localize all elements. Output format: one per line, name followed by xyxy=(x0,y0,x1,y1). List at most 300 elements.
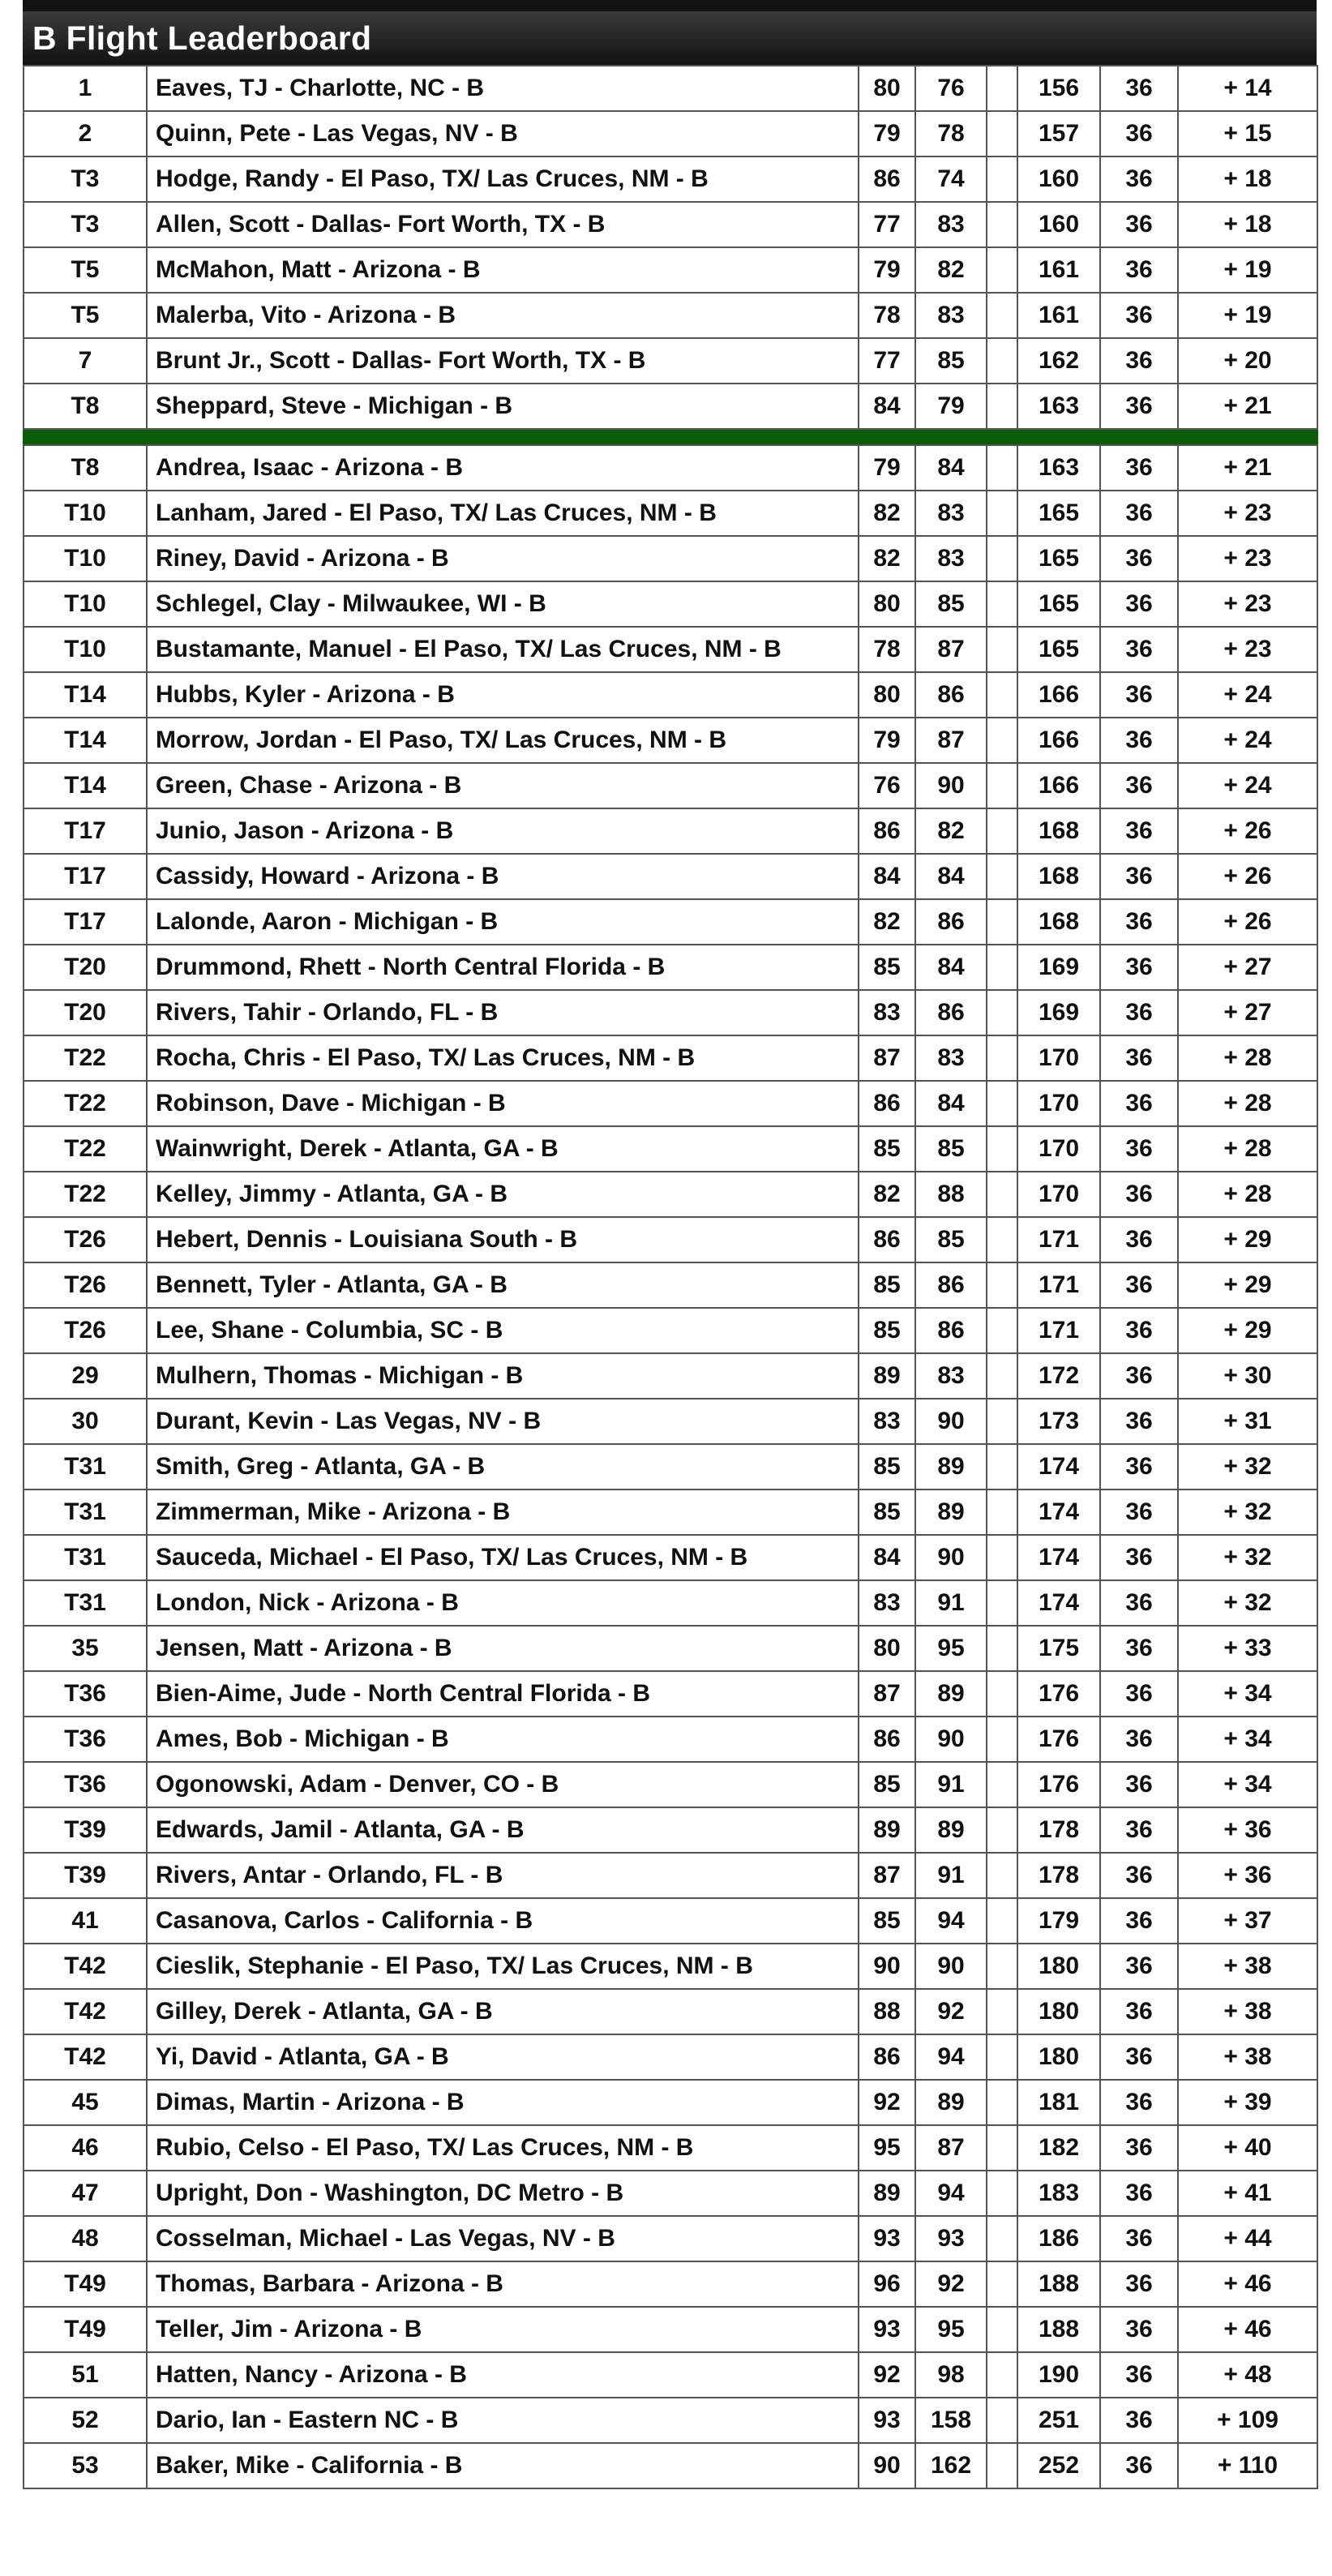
round2-cell: 74 xyxy=(915,156,987,202)
position-cell: T31 xyxy=(24,1444,147,1489)
round2-cell: 87 xyxy=(915,627,987,672)
table-row xyxy=(24,945,1317,990)
player-name-cell: Andrea, Isaac - Arizona - B xyxy=(147,445,859,491)
spacer-cell xyxy=(987,2171,1017,2216)
total-cell: 168 xyxy=(1017,899,1100,945)
round2-cell: 88 xyxy=(915,1172,987,1217)
position-cell: 48 xyxy=(24,2216,147,2261)
round2-cell: 89 xyxy=(915,1671,987,1717)
table-row xyxy=(24,899,1317,945)
round1-cell: 78 xyxy=(859,293,915,338)
score-to-par-cell: + 19 xyxy=(1178,247,1317,293)
player-name-cell: Quinn, Pete - Las Vegas, NV - B xyxy=(147,111,859,156)
position-cell: T10 xyxy=(24,627,147,672)
round1-cell: 85 xyxy=(859,1444,915,1489)
round2-cell: 84 xyxy=(915,945,987,990)
spacer-cell xyxy=(987,1671,1017,1717)
score-to-par-cell: + 38 xyxy=(1178,1989,1317,2034)
total-cell: 178 xyxy=(1017,1853,1100,1898)
par-cell: 36 xyxy=(1100,1262,1178,1308)
spacer-cell xyxy=(987,1399,1017,1444)
table-row xyxy=(24,1671,1317,1717)
round2-cell: 93 xyxy=(915,2216,987,2261)
par-cell: 36 xyxy=(1100,1807,1178,1853)
table-row xyxy=(24,1262,1317,1308)
player-name-cell: Cassidy, Howard - Arizona - B xyxy=(147,854,859,899)
total-cell: 166 xyxy=(1017,763,1100,808)
total-cell: 169 xyxy=(1017,990,1100,1035)
score-to-par-cell: + 23 xyxy=(1178,581,1317,627)
table-row xyxy=(24,1944,1317,1989)
position-cell: T26 xyxy=(24,1262,147,1308)
spacer-cell xyxy=(987,384,1017,429)
player-name-cell: Gilley, Derek - Atlanta, GA - B xyxy=(147,1989,859,2034)
round2-cell: 94 xyxy=(915,1898,987,1944)
round1-cell: 85 xyxy=(859,945,915,990)
par-cell: 36 xyxy=(1100,581,1178,627)
spacer-cell xyxy=(987,338,1017,384)
spacer-cell xyxy=(987,111,1017,156)
position-cell: 2 xyxy=(24,111,147,156)
position-cell: T22 xyxy=(24,1035,147,1081)
position-cell: T36 xyxy=(24,1717,147,1762)
score-to-par-cell: + 19 xyxy=(1178,293,1317,338)
round1-cell: 86 xyxy=(859,2034,915,2080)
position-cell: T20 xyxy=(24,990,147,1035)
score-to-par-cell: + 14 xyxy=(1178,66,1317,111)
table-row xyxy=(24,1580,1317,1626)
player-name-cell: Allen, Scott - Dallas- Fort Worth, TX - B xyxy=(147,202,859,247)
round1-cell: 83 xyxy=(859,1580,915,1626)
par-cell: 36 xyxy=(1100,1626,1178,1671)
par-cell: 36 xyxy=(1100,1444,1178,1489)
par-cell: 36 xyxy=(1100,1035,1178,1081)
position-cell: T49 xyxy=(24,2307,147,2352)
round1-cell: 83 xyxy=(859,1399,915,1444)
position-cell: T42 xyxy=(24,2034,147,2080)
table-row xyxy=(24,627,1317,672)
position-cell: T31 xyxy=(24,1535,147,1580)
spacer-cell xyxy=(987,293,1017,338)
table-row xyxy=(24,990,1317,1035)
score-to-par-cell: + 26 xyxy=(1178,808,1317,854)
spacer-cell xyxy=(987,1262,1017,1308)
par-cell: 36 xyxy=(1100,2216,1178,2261)
player-name-cell: Bennett, Tyler - Atlanta, GA - B xyxy=(147,1262,859,1308)
table-row xyxy=(24,2216,1317,2261)
par-cell: 36 xyxy=(1100,1853,1178,1898)
par-cell: 36 xyxy=(1100,536,1178,581)
round1-cell: 93 xyxy=(859,2398,915,2443)
round2-cell: 82 xyxy=(915,247,987,293)
table-row xyxy=(24,66,1317,111)
total-cell: 166 xyxy=(1017,672,1100,718)
table-row xyxy=(24,1489,1317,1535)
total-cell: 168 xyxy=(1017,808,1100,854)
round1-cell: 90 xyxy=(859,1944,915,1989)
player-name-cell: Lanham, Jared - El Paso, TX/ Las Cruces, NM - B xyxy=(147,491,859,536)
spacer-cell xyxy=(987,1626,1017,1671)
player-name-cell: Sheppard, Steve - Michigan - B xyxy=(147,384,859,429)
position-cell: T31 xyxy=(24,1580,147,1626)
position-cell: T17 xyxy=(24,808,147,854)
player-name-cell: Eaves, TJ - Charlotte, NC - B xyxy=(147,66,859,111)
par-cell: 36 xyxy=(1100,2171,1178,2216)
total-cell: 165 xyxy=(1017,581,1100,627)
par-cell: 36 xyxy=(1100,156,1178,202)
total-cell: 165 xyxy=(1017,536,1100,581)
score-to-par-cell: + 18 xyxy=(1178,202,1317,247)
spacer-cell xyxy=(987,990,1017,1035)
spacer-cell xyxy=(987,1444,1017,1489)
spacer-cell xyxy=(987,536,1017,581)
table-row xyxy=(24,672,1317,718)
position-cell: T22 xyxy=(24,1172,147,1217)
par-cell: 36 xyxy=(1100,1489,1178,1535)
player-name-cell: Hatten, Nancy - Arizona - B xyxy=(147,2352,859,2398)
table-row xyxy=(24,854,1317,899)
round1-cell: 89 xyxy=(859,1807,915,1853)
par-cell: 36 xyxy=(1100,672,1178,718)
spacer-cell xyxy=(987,2352,1017,2398)
table-row xyxy=(24,1626,1317,1671)
cut-line-divider xyxy=(24,429,1317,445)
total-cell: 174 xyxy=(1017,1444,1100,1489)
player-name-cell: Brunt Jr., Scott - Dallas- Fort Worth, TX - B xyxy=(147,338,859,384)
position-cell: T10 xyxy=(24,536,147,581)
round1-cell: 86 xyxy=(859,1217,915,1262)
player-name-cell: Wainwright, Derek - Atlanta, GA - B xyxy=(147,1126,859,1172)
round2-cell: 92 xyxy=(915,2261,987,2307)
par-cell: 36 xyxy=(1100,718,1178,763)
table-row xyxy=(24,491,1317,536)
par-cell: 36 xyxy=(1100,1944,1178,1989)
round1-cell: 82 xyxy=(859,536,915,581)
position-cell: 45 xyxy=(24,2080,147,2125)
player-name-cell: Upright, Don - Washington, DC Metro - B xyxy=(147,2171,859,2216)
top-strip xyxy=(23,0,1317,11)
table-row xyxy=(24,156,1317,202)
total-cell: 165 xyxy=(1017,491,1100,536)
table-row xyxy=(24,2443,1317,2488)
round2-cell: 87 xyxy=(915,2125,987,2171)
position-cell: 1 xyxy=(24,66,147,111)
round1-cell: 93 xyxy=(859,2216,915,2261)
round2-cell: 86 xyxy=(915,899,987,945)
score-to-par-cell: + 23 xyxy=(1178,627,1317,672)
player-name-cell: Jensen, Matt - Arizona - B xyxy=(147,1626,859,1671)
position-cell: T42 xyxy=(24,1944,147,1989)
score-to-par-cell: + 29 xyxy=(1178,1217,1317,1262)
table-row xyxy=(24,581,1317,627)
round1-cell: 92 xyxy=(859,2080,915,2125)
position-cell: 53 xyxy=(24,2443,147,2488)
par-cell: 36 xyxy=(1100,2261,1178,2307)
table-row xyxy=(24,1535,1317,1580)
par-cell: 36 xyxy=(1100,945,1178,990)
round2-cell: 86 xyxy=(915,1262,987,1308)
spacer-cell xyxy=(987,1172,1017,1217)
total-cell: 182 xyxy=(1017,2125,1100,2171)
total-cell: 181 xyxy=(1017,2080,1100,2125)
player-name-cell: Yi, David - Atlanta, GA - B xyxy=(147,2034,859,2080)
score-to-par-cell: + 32 xyxy=(1178,1535,1317,1580)
round2-cell: 83 xyxy=(915,491,987,536)
round2-cell: 83 xyxy=(915,293,987,338)
par-cell: 36 xyxy=(1100,1081,1178,1126)
par-cell: 36 xyxy=(1100,2034,1178,2080)
round1-cell: 92 xyxy=(859,2352,915,2398)
spacer-cell xyxy=(987,2080,1017,2125)
par-cell: 36 xyxy=(1100,1353,1178,1399)
round2-cell: 78 xyxy=(915,111,987,156)
round1-cell: 79 xyxy=(859,445,915,491)
round1-cell: 96 xyxy=(859,2261,915,2307)
round2-cell: 162 xyxy=(915,2443,987,2488)
spacer-cell xyxy=(987,945,1017,990)
score-to-par-cell: + 110 xyxy=(1178,2443,1317,2488)
table-row xyxy=(24,763,1317,808)
round1-cell: 87 xyxy=(859,1035,915,1081)
score-to-par-cell: + 39 xyxy=(1178,2080,1317,2125)
round1-cell: 85 xyxy=(859,1898,915,1944)
round1-cell: 85 xyxy=(859,1762,915,1807)
player-name-cell: Edwards, Jamil - Atlanta, GA - B xyxy=(147,1807,859,1853)
total-cell: 188 xyxy=(1017,2307,1100,2352)
total-cell: 165 xyxy=(1017,627,1100,672)
par-cell: 36 xyxy=(1100,899,1178,945)
par-cell: 36 xyxy=(1100,763,1178,808)
par-cell: 36 xyxy=(1100,491,1178,536)
position-cell: T20 xyxy=(24,945,147,990)
spacer-cell xyxy=(987,1762,1017,1807)
total-cell: 161 xyxy=(1017,247,1100,293)
round2-cell: 79 xyxy=(915,384,987,429)
score-to-par-cell: + 34 xyxy=(1178,1671,1317,1717)
cut-line-bar xyxy=(24,429,1317,445)
round1-cell: 82 xyxy=(859,491,915,536)
position-cell: 29 xyxy=(24,1353,147,1399)
spacer-cell xyxy=(987,1035,1017,1081)
round2-cell: 90 xyxy=(915,1535,987,1580)
total-cell: 170 xyxy=(1017,1172,1100,1217)
par-cell: 36 xyxy=(1100,111,1178,156)
spacer-cell xyxy=(987,2443,1017,2488)
spacer-cell xyxy=(987,1535,1017,1580)
player-name-cell: Mulhern, Thomas - Michigan - B xyxy=(147,1353,859,1399)
table-row xyxy=(24,1444,1317,1489)
round1-cell: 77 xyxy=(859,338,915,384)
spacer-cell xyxy=(987,1944,1017,1989)
spacer-cell xyxy=(987,1489,1017,1535)
total-cell: 251 xyxy=(1017,2398,1100,2443)
score-to-par-cell: + 36 xyxy=(1178,1853,1317,1898)
player-name-cell: Malerba, Vito - Arizona - B xyxy=(147,293,859,338)
score-to-par-cell: + 27 xyxy=(1178,945,1317,990)
score-to-par-cell: + 38 xyxy=(1178,2034,1317,2080)
score-to-par-cell: + 31 xyxy=(1178,1399,1317,1444)
round1-cell: 80 xyxy=(859,66,915,111)
round1-cell: 80 xyxy=(859,1626,915,1671)
round1-cell: 86 xyxy=(859,1717,915,1762)
table-row xyxy=(24,1308,1317,1353)
round2-cell: 84 xyxy=(915,1081,987,1126)
round2-cell: 89 xyxy=(915,1807,987,1853)
table-row xyxy=(24,202,1317,247)
par-cell: 36 xyxy=(1100,2443,1178,2488)
player-name-cell: Lalonde, Aaron - Michigan - B xyxy=(147,899,859,945)
total-cell: 168 xyxy=(1017,854,1100,899)
score-to-par-cell: + 33 xyxy=(1178,1626,1317,1671)
total-cell: 178 xyxy=(1017,1807,1100,1853)
position-cell: T39 xyxy=(24,1807,147,1853)
score-to-par-cell: + 24 xyxy=(1178,763,1317,808)
total-cell: 172 xyxy=(1017,1353,1100,1399)
par-cell: 36 xyxy=(1100,2080,1178,2125)
round1-cell: 85 xyxy=(859,1489,915,1535)
table-row xyxy=(24,2034,1317,2080)
round2-cell: 83 xyxy=(915,202,987,247)
player-name-cell: Bien-Aime, Jude - North Central Florida - B xyxy=(147,1671,859,1717)
score-to-par-cell: + 32 xyxy=(1178,1580,1317,1626)
total-cell: 160 xyxy=(1017,156,1100,202)
spacer-cell xyxy=(987,581,1017,627)
position-cell: 41 xyxy=(24,1898,147,1944)
player-name-cell: Robinson, Dave - Michigan - B xyxy=(147,1081,859,1126)
score-to-par-cell: + 29 xyxy=(1178,1308,1317,1353)
score-to-par-cell: + 24 xyxy=(1178,718,1317,763)
round1-cell: 86 xyxy=(859,808,915,854)
position-cell: T5 xyxy=(24,247,147,293)
position-cell: T49 xyxy=(24,2261,147,2307)
par-cell: 36 xyxy=(1100,2352,1178,2398)
round1-cell: 80 xyxy=(859,672,915,718)
position-cell: 52 xyxy=(24,2398,147,2443)
player-name-cell: Casanova, Carlos - California - B xyxy=(147,1898,859,1944)
player-name-cell: Hodge, Randy - El Paso, TX/ Las Cruces, NM - B xyxy=(147,156,859,202)
table-row xyxy=(24,1126,1317,1172)
total-cell: 175 xyxy=(1017,1626,1100,1671)
round1-cell: 76 xyxy=(859,763,915,808)
round2-cell: 89 xyxy=(915,1489,987,1535)
round2-cell: 85 xyxy=(915,338,987,384)
par-cell: 36 xyxy=(1100,384,1178,429)
round1-cell: 85 xyxy=(859,1308,915,1353)
score-to-par-cell: + 28 xyxy=(1178,1081,1317,1126)
player-name-cell: Dimas, Martin - Arizona - B xyxy=(147,2080,859,2125)
player-name-cell: Smith, Greg - Atlanta, GA - B xyxy=(147,1444,859,1489)
round2-cell: 90 xyxy=(915,763,987,808)
position-cell: T22 xyxy=(24,1126,147,1172)
score-to-par-cell: + 32 xyxy=(1178,1489,1317,1535)
round1-cell: 85 xyxy=(859,1262,915,1308)
position-cell: T26 xyxy=(24,1217,147,1262)
round2-cell: 89 xyxy=(915,1444,987,1489)
par-cell: 36 xyxy=(1100,1126,1178,1172)
spacer-cell xyxy=(987,2034,1017,2080)
table-row xyxy=(24,1853,1317,1898)
round1-cell: 78 xyxy=(859,627,915,672)
total-cell: 176 xyxy=(1017,1717,1100,1762)
total-cell: 170 xyxy=(1017,1035,1100,1081)
position-cell: T14 xyxy=(24,763,147,808)
par-cell: 36 xyxy=(1100,1898,1178,1944)
position-cell: 51 xyxy=(24,2352,147,2398)
total-cell: 180 xyxy=(1017,1944,1100,1989)
par-cell: 36 xyxy=(1100,1535,1178,1580)
par-cell: 36 xyxy=(1100,854,1178,899)
par-cell: 36 xyxy=(1100,2307,1178,2352)
round1-cell: 95 xyxy=(859,2125,915,2171)
total-cell: 170 xyxy=(1017,1081,1100,1126)
round2-cell: 82 xyxy=(915,808,987,854)
table-row xyxy=(24,718,1317,763)
total-cell: 190 xyxy=(1017,2352,1100,2398)
round2-cell: 86 xyxy=(915,672,987,718)
total-cell: 157 xyxy=(1017,111,1100,156)
round1-cell: 90 xyxy=(859,2443,915,2488)
table-row xyxy=(24,2398,1317,2443)
position-cell: T10 xyxy=(24,581,147,627)
score-to-par-cell: + 109 xyxy=(1178,2398,1317,2443)
round2-cell: 90 xyxy=(915,1717,987,1762)
table-row xyxy=(24,1035,1317,1081)
par-cell: 36 xyxy=(1100,1399,1178,1444)
player-name-cell: Dario, Ian - Eastern NC - B xyxy=(147,2398,859,2443)
position-cell: T36 xyxy=(24,1762,147,1807)
round2-cell: 84 xyxy=(915,445,987,491)
round2-cell: 98 xyxy=(915,2352,987,2398)
total-cell: 171 xyxy=(1017,1262,1100,1308)
player-name-cell: Junio, Jason - Arizona - B xyxy=(147,808,859,854)
round2-cell: 90 xyxy=(915,1399,987,1444)
round2-cell: 87 xyxy=(915,718,987,763)
round1-cell: 79 xyxy=(859,247,915,293)
player-name-cell: Drummond, Rhett - North Central Florida - B xyxy=(147,945,859,990)
table-row xyxy=(24,1172,1317,1217)
leaderboard-title: B Flight Leaderboard xyxy=(23,11,1317,65)
table-row xyxy=(24,2125,1317,2171)
spacer-cell xyxy=(987,1580,1017,1626)
par-cell: 36 xyxy=(1100,338,1178,384)
par-cell: 36 xyxy=(1100,990,1178,1035)
par-cell: 36 xyxy=(1100,1580,1178,1626)
round2-cell: 86 xyxy=(915,1308,987,1353)
round1-cell: 87 xyxy=(859,1671,915,1717)
score-to-par-cell: + 46 xyxy=(1178,2261,1317,2307)
player-name-cell: Rocha, Chris - El Paso, TX/ Las Cruces, NM - B xyxy=(147,1035,859,1081)
spacer-cell xyxy=(987,1081,1017,1126)
player-name-cell: Cosselman, Michael - Las Vegas, NV - B xyxy=(147,2216,859,2261)
par-cell: 36 xyxy=(1100,627,1178,672)
position-cell: 35 xyxy=(24,1626,147,1671)
round2-cell: 84 xyxy=(915,854,987,899)
round2-cell: 91 xyxy=(915,1762,987,1807)
score-to-par-cell: + 15 xyxy=(1178,111,1317,156)
position-cell: 47 xyxy=(24,2171,147,2216)
total-cell: 188 xyxy=(1017,2261,1100,2307)
player-name-cell: Rubio, Celso - El Paso, TX/ Las Cruces, NM - B xyxy=(147,2125,859,2171)
score-to-par-cell: + 26 xyxy=(1178,854,1317,899)
round2-cell: 85 xyxy=(915,1126,987,1172)
par-cell: 36 xyxy=(1100,66,1178,111)
round2-cell: 89 xyxy=(915,2080,987,2125)
total-cell: 174 xyxy=(1017,1580,1100,1626)
spacer-cell xyxy=(987,247,1017,293)
player-name-cell: London, Nick - Arizona - B xyxy=(147,1580,859,1626)
player-name-cell: Hebert, Dennis - Louisiana South - B xyxy=(147,1217,859,1262)
round2-cell: 83 xyxy=(915,1353,987,1399)
